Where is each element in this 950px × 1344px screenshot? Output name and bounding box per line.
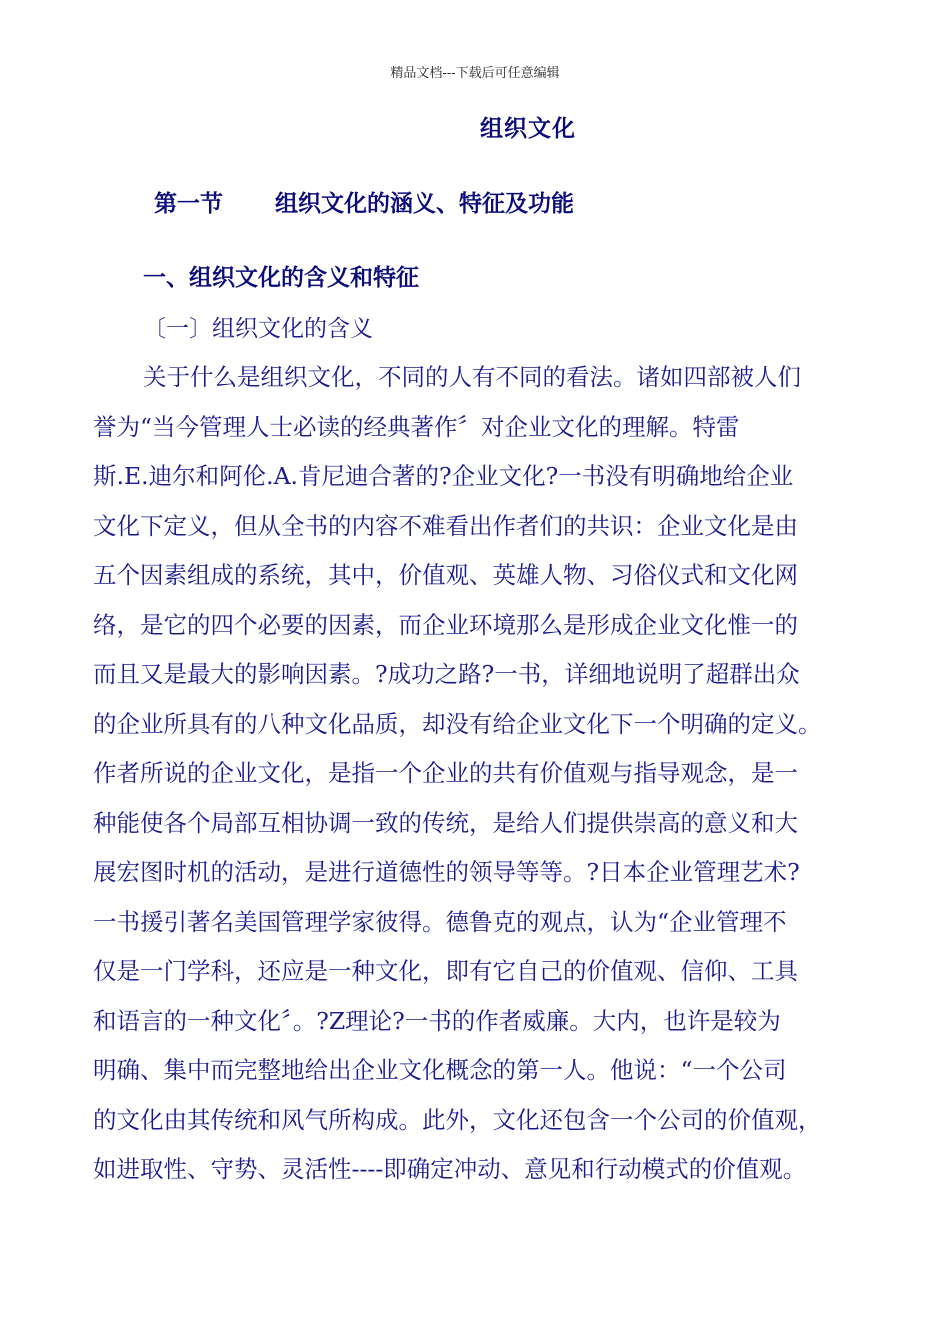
document-title: 组织文化 xyxy=(480,116,576,142)
paragraph-line: 和语言的一种文化〞。?Z理论?一书的作者威廉。大内，也许是较为 xyxy=(93,1006,781,1035)
paragraph-line: 如进取性、守势、灵活性----即确定冲动、意见和行动模式的价值观。 xyxy=(93,1155,807,1183)
paragraph-line: 斯.E.迪尔和阿伦.A.肯尼迪合著的?企业文化?一书没有明确地给企业 xyxy=(93,462,794,490)
paragraph-line: 明确、集中而完整地给出企业文化概念的第一人。他说：“一个公司 xyxy=(93,1056,787,1084)
paragraph-line: 仅是一门学科，还应是一种文化，即有它自己的价值观、信仰、工具 xyxy=(93,957,798,985)
header-note: 精品文档---下载后可任意编辑 xyxy=(390,66,560,81)
paragraph-line: 种能使各个局部互相协调一致的传统，是给人们提供崇高的意义和大 xyxy=(93,808,798,837)
paragraph-line: 五个因素组成的系统，其中，价值观、英雄人物、习俗仪式和文化网 xyxy=(93,561,798,589)
paragraph-line: 作者所说的企业文化，是指一个企业的共有价值观与指导观念，是一 xyxy=(93,759,798,787)
sub-heading: 〔一〕组织文化的含义 xyxy=(143,316,373,342)
paragraph-line: 誉为“当今管理人士必读的经典著作〞对企业文化的理解。特雷 xyxy=(93,412,740,441)
paragraph-line: 络，是它的四个必要的因素，而企业环境那么是形成企业文化惟一的 xyxy=(93,610,798,639)
section-number: 第一节 xyxy=(154,191,223,217)
paragraph-line: 而且又是最大的影响因素。?成功之路?一书，详细地说明了超群出众 xyxy=(93,660,800,688)
paragraph-line: 的企业所具有的八种文化品质，却没有给企业文化下一个明确的定义。 xyxy=(93,709,822,738)
section-heading xyxy=(154,185,574,218)
body-paragraph xyxy=(93,353,883,1195)
paragraph-line: 一书援引著名美国管理学家彼得。德鲁克的观点，认为“企业管理不 xyxy=(93,907,787,936)
paragraph-line: 的文化由其传统和风气所构成。此外，文化还包含一个公司的价值观， xyxy=(93,1105,822,1134)
paragraph-line: 关于什么是组织文化，不同的人有不同的看法。诸如四部被人们 xyxy=(143,363,801,391)
section-name: 组织文化的涵义、特征及功能 xyxy=(275,191,574,217)
subsection-heading: 一、组织文化的含义和特征 xyxy=(143,265,419,291)
paragraph-line: 文化下定义，但从全书的内容不难看出作者们的共识：企业文化是由 xyxy=(93,511,798,540)
paragraph-line: 展宏图时机的活动，是进行道德性的领导等等。?日本企业管理艺术? xyxy=(93,858,800,886)
